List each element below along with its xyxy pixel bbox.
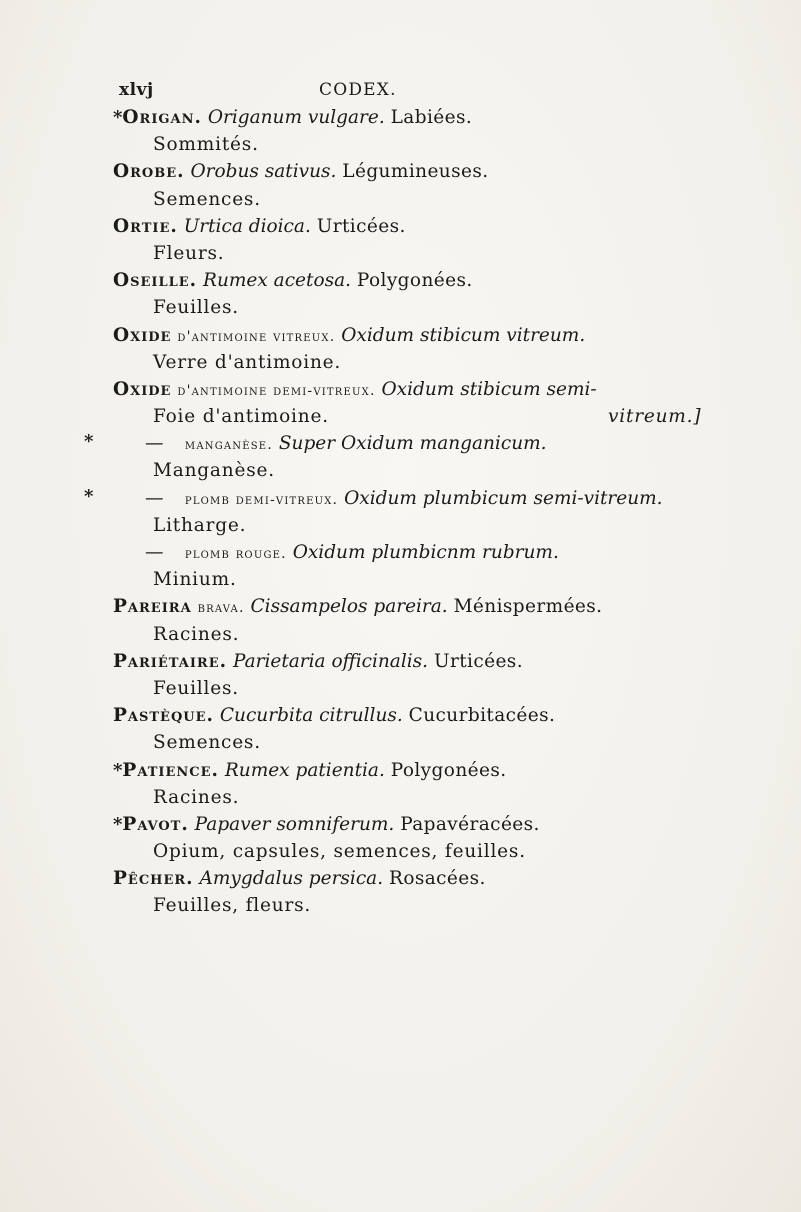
latin-name: Cissampelos pareira.: [250, 596, 448, 618]
list-item: [113, 593, 713, 647]
latin-name: Parietaria officinalis.: [232, 650, 429, 672]
entry-name: Oxide: [113, 378, 172, 400]
drug-list: [84, 104, 713, 920]
list-item: [113, 158, 713, 212]
list-item: [84, 430, 713, 484]
page-number: xlvj: [119, 80, 154, 100]
list-item: [113, 376, 713, 430]
plant-family: Labiées.: [390, 107, 473, 128]
entry-qualifier: plomb demi-vitreux.: [184, 491, 339, 508]
parts-used: Semences.: [153, 732, 261, 754]
list-item: [113, 811, 713, 865]
latin-name: Cucurbita citrullus.: [219, 705, 403, 727]
latin-name: Papaver somniferum.: [194, 813, 395, 835]
latin-name: Rumex patientia.: [224, 759, 385, 781]
list-item: [113, 104, 713, 158]
entry-name: Pêcher.: [113, 868, 194, 890]
list-item: [113, 213, 713, 267]
latin-name: Orobus sativus.: [190, 161, 337, 183]
parts-used: Litharge.: [153, 514, 247, 536]
entry-qualifier: manganèse.: [184, 437, 273, 454]
list-item: [113, 702, 713, 756]
list-item: [113, 648, 713, 702]
parts-used: Verre d'antimoine.: [153, 351, 342, 373]
latin-name: Oxidum plumbicnm rubrum.: [292, 542, 559, 563]
latin-name: Urtica dioica.: [183, 215, 311, 237]
latin-name: Oxidum plumbicum semi-vitreum.: [344, 487, 663, 509]
entry-qualifier: d'antimoine vitreux.: [177, 328, 336, 345]
plant-family: Urticées.: [316, 215, 406, 237]
plant-family: Papavéracées.: [400, 813, 540, 835]
page-header: [119, 80, 679, 102]
entry-name: Origan.: [122, 107, 202, 128]
list-item: [113, 267, 713, 321]
asterisk-mark: *: [84, 431, 94, 453]
entry-qualifier: d'antimoine demi-vitreux.: [177, 382, 376, 399]
entry-name: Pareira: [113, 596, 192, 618]
latin-name-continued: vitreum.]: [608, 406, 702, 428]
latin-name: Amygdalus persica.: [199, 868, 384, 890]
entry-name: Oxide: [113, 324, 172, 346]
list-item: [113, 865, 713, 919]
list-item: [113, 322, 713, 376]
ditto-dash: —: [145, 542, 164, 563]
entry-qualifier: brava.: [197, 600, 245, 617]
list-item: [113, 757, 713, 811]
entry-name: Oseille.: [113, 270, 198, 292]
ditto-dash: —: [145, 487, 164, 509]
entry-name: Pastèque.: [113, 705, 214, 727]
running-title: CODEX.: [319, 80, 397, 100]
plant-family: Urticées.: [433, 650, 523, 672]
latin-name: Super Oxidum manganicum.: [278, 433, 547, 455]
parts-used: Semences.: [153, 188, 261, 210]
plant-family: Polygonées.: [390, 759, 507, 781]
latin-name: Rumex acetosa.: [203, 270, 351, 292]
parts-used: Racines.: [153, 623, 240, 645]
entry-name: Pavot.: [122, 813, 189, 835]
parts-used: Opium, capsules, semences, feuilles.: [153, 841, 526, 863]
parts-used: Feuilles.: [153, 297, 239, 319]
parts-used: Foie d'antimoine.: [153, 406, 329, 428]
entry-name: Orobe.: [113, 161, 185, 183]
asterisk-mark: *: [113, 107, 123, 128]
plant-family: Ménispermées.: [453, 596, 603, 618]
plant-family: Légumineuses.: [342, 161, 489, 183]
entry-name: Patience.: [122, 759, 219, 781]
plant-family: Rosacées.: [388, 868, 486, 890]
asterisk-mark: *: [84, 485, 94, 507]
ditto-dash: —: [145, 433, 164, 455]
list-item: [84, 485, 713, 539]
entry-name: Ortie.: [113, 215, 178, 237]
plant-family: Cucurbitacées.: [408, 705, 556, 727]
asterisk-mark: *: [113, 759, 123, 781]
entry-qualifier: plomb rouge.: [184, 546, 287, 562]
parts-used: Manganèse.: [153, 460, 275, 482]
latin-name: Oxidum stibicum vitreum.: [341, 324, 586, 346]
parts-used: Feuilles, fleurs.: [153, 895, 312, 917]
list-item: [113, 539, 713, 593]
parts-used: Minium.: [153, 569, 237, 591]
plant-family: Polygonées.: [356, 270, 473, 292]
asterisk-mark: *: [113, 813, 123, 835]
latin-name: Origanum vulgare.: [207, 107, 385, 128]
latin-name: Oxidum stibicum semi-: [381, 378, 597, 400]
entry-name: Pariétaire.: [113, 650, 228, 672]
parts-used: Sommités.: [153, 134, 259, 156]
parts-used: Racines.: [153, 786, 240, 808]
parts-used: Fleurs.: [153, 242, 225, 264]
parts-used: Feuilles.: [153, 677, 239, 699]
